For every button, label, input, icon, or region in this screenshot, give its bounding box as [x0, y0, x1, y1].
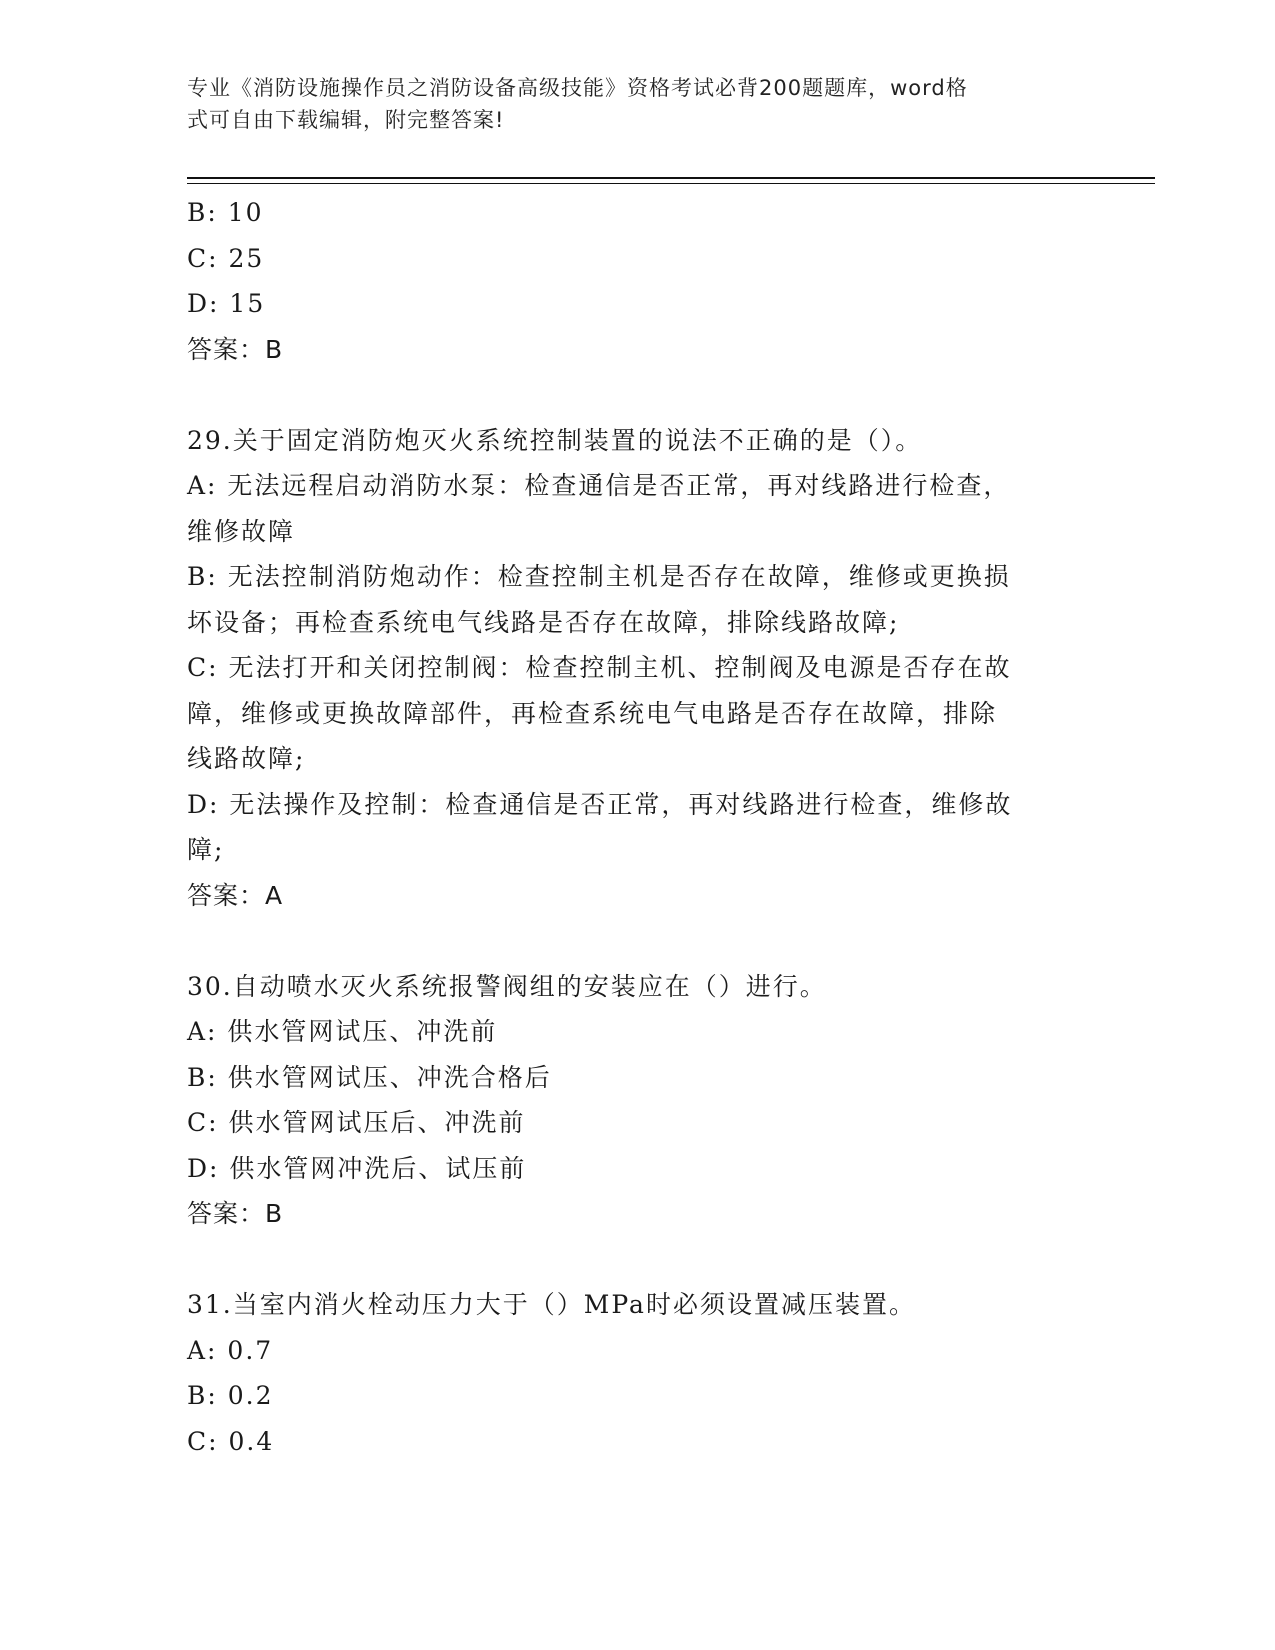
q29-option-c-line-2: 障，维修或更换故障部件，再检查系统电气电路是否存在故障，排除	[187, 698, 998, 728]
q29-option-b-line-1: B: 无法控制消防炮动作：检查控制主机是否存在故障，维修或更换损	[187, 562, 1011, 591]
header-title-line-1: 专业《消防设施操作员之消防设备高级技能》资格考试必背200题题库，word格	[187, 76, 968, 100]
header-divider-thick	[187, 177, 1155, 179]
header-title-line-2: 式可自由下载编辑，附完整答案!	[187, 108, 505, 132]
q28-answer: 答案：B	[187, 334, 284, 364]
q28-option-c: C: 25	[187, 243, 265, 273]
q29-answer: 答案：A	[187, 880, 284, 910]
q29-option-c-line-3: 线路故障;	[187, 744, 306, 773]
header-divider-thin	[187, 183, 1155, 184]
q29-option-d-line-2: 障;	[187, 835, 225, 864]
spacer	[187, 372, 1077, 418]
spacer	[187, 918, 1077, 964]
q30-option-b: B: 供水管网试压、冲洗合格后	[187, 1062, 552, 1092]
q29-option-d-line-1: D: 无法操作及控制：检查通信是否正常，再对线路进行检查，维修故	[187, 789, 1013, 819]
question-28	[187, 190, 1077, 372]
q31-option-a: A: 0.7	[187, 1335, 274, 1365]
question-31	[187, 1282, 1077, 1464]
q31-stem: 31.当室内消火栓动压力大于（）MPa时必须设置减压装置。	[187, 1290, 916, 1319]
q30-answer: 答案：B	[187, 1199, 284, 1228]
q30-option-d: D: 供水管网冲洗后、试压前	[187, 1153, 527, 1183]
document-header	[187, 72, 1067, 136]
q28-option-b: B: 10	[187, 198, 264, 227]
q29-option-a-line-1: A: 无法远程启动消防水泵：检查通信是否正常，再对线路进行检查，	[187, 471, 1011, 500]
q28-option-d: D: 15	[187, 289, 266, 318]
q30-option-c: C: 供水管网试压后、冲洗前	[187, 1108, 526, 1137]
q30-stem: 30.自动喷水灭火系统报警阀组的安装应在（）进行。	[187, 971, 827, 1001]
question-29	[187, 418, 1077, 919]
q30-option-a: A: 供水管网试压、冲洗前	[187, 1017, 498, 1046]
q29-option-c-line-1: C: 无法打开和关闭控制阀：检查控制主机、控制阀及电源是否存在故	[187, 653, 1012, 682]
q31-option-b: B: 0.2	[187, 1381, 274, 1410]
question-list	[187, 190, 1077, 1464]
question-30	[187, 964, 1077, 1237]
q29-option-b-line-2: 坏设备；再检查系统电气线路是否存在故障，排除线路故障;	[187, 607, 900, 637]
q29-stem: 29.关于固定消防炮灭火系统控制装置的说法不正确的是（）。	[187, 425, 923, 455]
q31-option-c: C: 0.4	[187, 1426, 275, 1456]
q29-option-a-line-2: 维修故障	[187, 516, 296, 546]
spacer	[187, 1237, 1077, 1283]
